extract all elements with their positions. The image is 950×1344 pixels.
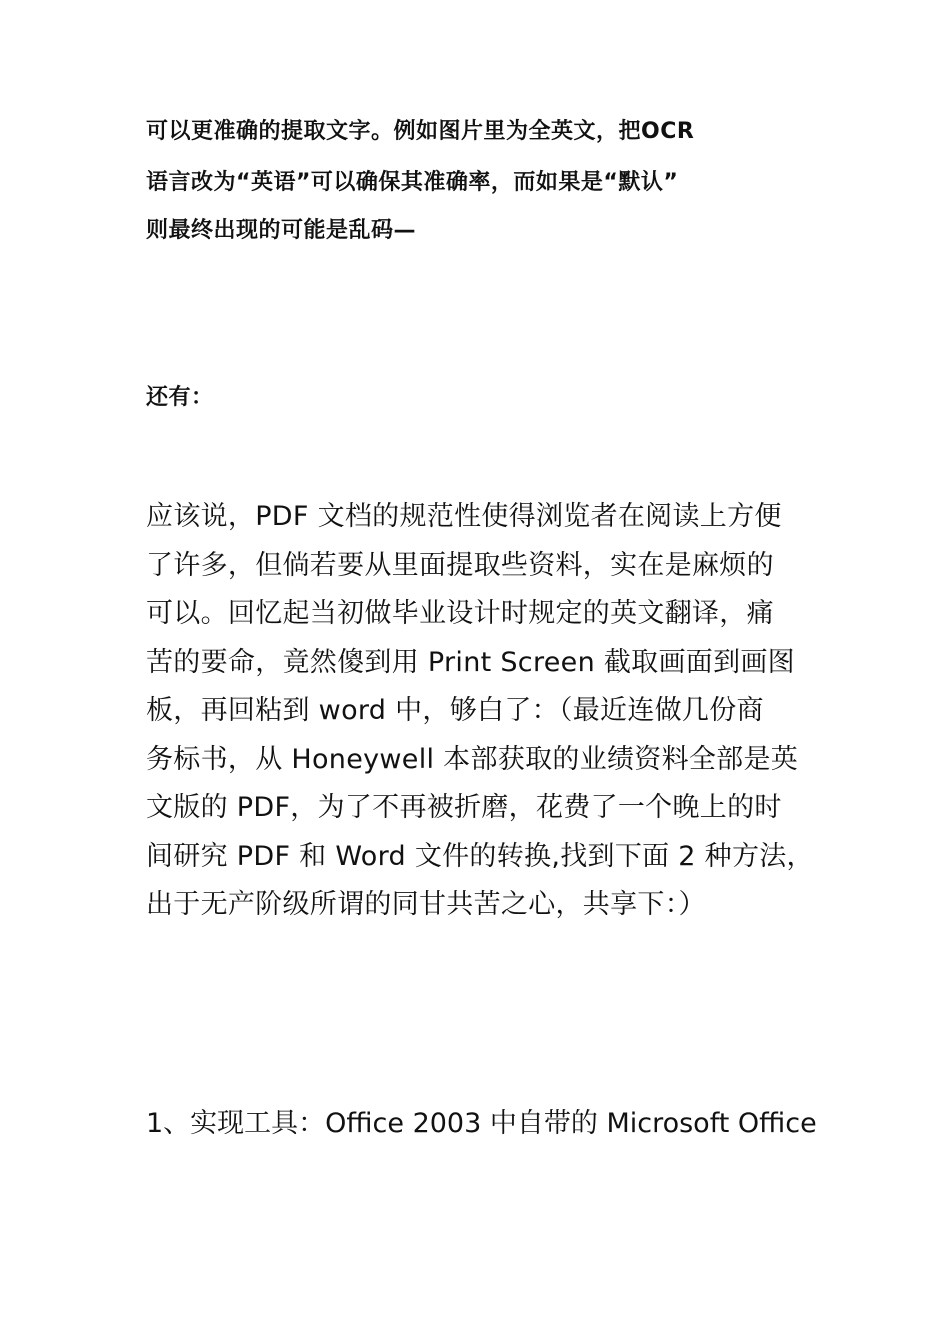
main-paragraph xyxy=(146,493,814,930)
intro-line-3: 则最终出现的可能是乱码— xyxy=(146,218,417,243)
intro-line-2: 语言改为“英语”可以确保其准确率，而如果是“默认” xyxy=(146,170,679,195)
paragraph-line-8: 间研究 PDF 和 Word 文件的转换,找到下面 2 种方法， xyxy=(146,840,814,872)
paragraph-line-7: 文版的 PDF，为了不再被折磨，花费了一个晚上的时 xyxy=(146,792,782,823)
paragraph-line-4: 苦的要命，竟然傻到用 Print Screen 截取画面到画图 xyxy=(146,646,795,678)
list-item-1: 1、实现工具：Office 2003 中自带的 Microsoft Office xyxy=(146,1108,817,1139)
paragraph-line-2: 了许多，但倘若要从里面提取些资料，实在是麻烦的 xyxy=(146,549,774,581)
paragraph-line-1: 应该说，PDF 文档的规范性使得浏览者在阅读上方便 xyxy=(146,501,782,532)
intro-line-1: 可以更准确的提取文字。例如图片里为全英文，把OCR xyxy=(146,119,695,144)
paragraph-line-9: 出于无产阶级所谓的同甘共苦之心，共享下：） xyxy=(146,889,706,920)
paragraph-line-5: 板，再回粘到 word 中，够白了：（最近连做几份商 xyxy=(146,695,764,726)
paragraph-line-6: 务标书，从 Honeywell 本部获取的业绩资料全部是英 xyxy=(146,743,799,775)
paragraph-line-3: 可以。回忆起当初做毕业设计时规定的英文翻译，痛 xyxy=(146,598,774,629)
section-heading: 还有： xyxy=(146,385,214,410)
